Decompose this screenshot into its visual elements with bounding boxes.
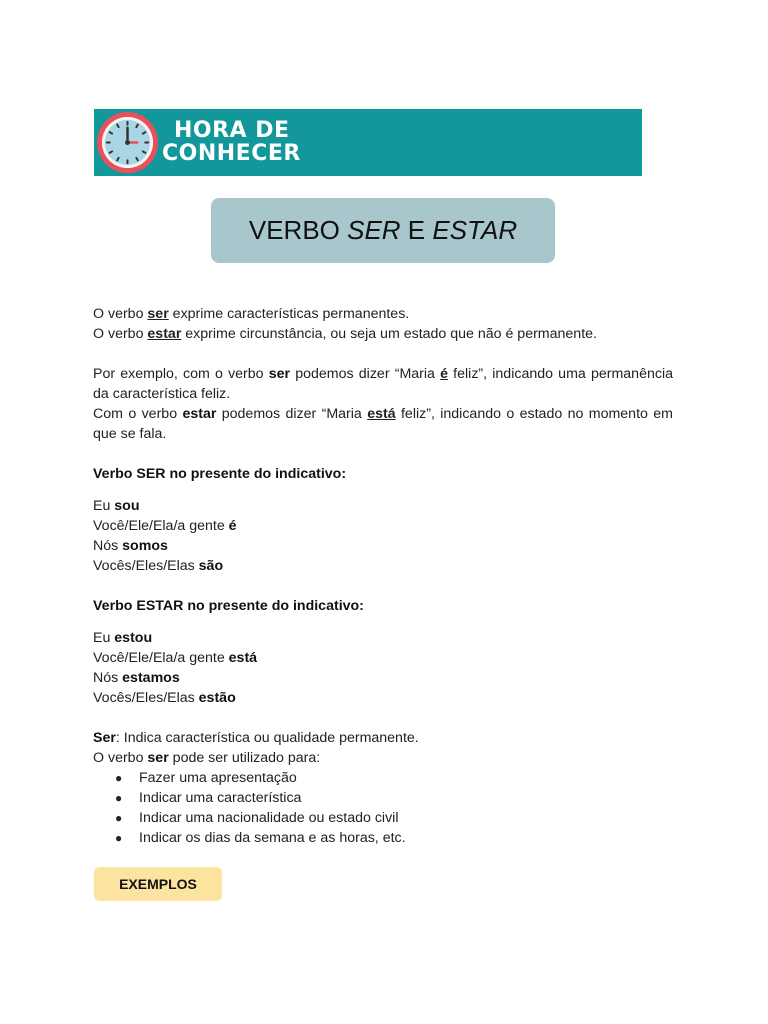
pronoun: Eu: [93, 630, 115, 646]
verb-form: são: [198, 558, 224, 574]
text: Por exemplo, com o verbo: [93, 366, 269, 382]
verb-form: somos: [122, 538, 168, 554]
verb-ser: ser: [147, 750, 169, 766]
list-item: [93, 808, 673, 828]
main-content: [93, 304, 673, 848]
text: O verbo: [93, 750, 148, 766]
text: Com o verbo: [93, 406, 183, 422]
pronoun: Você/Ele/Ela/a gente: [93, 650, 229, 666]
intro-ser-line: [93, 304, 673, 324]
bullet-icon: ●: [115, 771, 123, 785]
hora-de-conhecer-banner: [94, 109, 642, 176]
ser-row: [93, 556, 673, 576]
banner-title-line1: HORA DE: [174, 118, 290, 143]
intro-estar-line: [93, 324, 673, 344]
form-esta: está: [367, 406, 396, 422]
text: feliz”, indicando o estado no momento em que se fala.: [93, 406, 673, 442]
banner-title: [162, 119, 301, 165]
pronoun: Eu: [93, 498, 115, 514]
pronoun: Nós: [93, 538, 123, 554]
pronoun: Vocês/Eles/Elas: [93, 690, 199, 706]
estar-row: [93, 688, 673, 708]
title-mid: E: [400, 215, 433, 245]
verb-ser: ser: [268, 366, 291, 382]
text: O verbo: [93, 326, 148, 342]
list-item: [93, 768, 673, 788]
estar-heading: Verbo ESTAR no presente do indicativo:: [93, 598, 364, 614]
example-ser-paragraph: [93, 364, 673, 404]
list-item: [93, 788, 673, 808]
ser-uses-list: [93, 768, 673, 848]
ser-row: [93, 516, 673, 536]
verb-ser: ser: [147, 306, 169, 322]
term: Ser: [93, 730, 116, 746]
text: O verbo: [93, 306, 148, 322]
page-title: [211, 198, 555, 263]
pronoun: Nós: [93, 670, 123, 686]
list-item: [93, 828, 673, 848]
ser-heading: Verbo SER no presente do indicativo:: [93, 466, 347, 482]
clock-icon: [96, 111, 159, 174]
text: podemos dizer “Maria: [290, 366, 441, 382]
title-estar: ESTAR: [432, 215, 518, 245]
pronoun: Você/Ele/Ela/a gente: [93, 518, 229, 534]
bullet-icon: ●: [115, 791, 123, 805]
ser-uses-intro: [93, 748, 673, 768]
text: feliz”, indicando uma permanência da característica feliz.: [93, 366, 673, 402]
list-item-text: Indicar os dias da semana e as horas, etc.: [139, 830, 406, 846]
text: : Indica característica ou qualidade permanente.: [115, 730, 419, 746]
verb-form: estou: [114, 630, 153, 646]
verb-form: é: [228, 518, 237, 534]
ser-row: [93, 536, 673, 556]
text: exprime circunstância, ou seja um estado que não é permanente.: [181, 326, 597, 342]
title-ser: SER: [347, 215, 401, 245]
estar-row: [93, 648, 673, 668]
verb-estar: estar: [182, 406, 217, 422]
bullet-icon: ●: [115, 811, 123, 825]
estar-conjugation: [93, 628, 673, 708]
text: exprime características permanentes.: [168, 306, 410, 322]
list-item-text: Indicar uma característica: [139, 790, 302, 806]
bullet-icon: ●: [115, 831, 123, 845]
list-item-text: Fazer uma apresentação: [139, 770, 297, 786]
verb-estar: estar: [147, 326, 182, 342]
text: pode ser utilizado para:: [168, 750, 321, 766]
estar-row: [93, 668, 673, 688]
verb-form: estamos: [122, 670, 180, 686]
estar-row: [93, 628, 673, 648]
example-estar-paragraph: [93, 404, 673, 444]
banner-title-line2: CONHECER: [162, 141, 301, 166]
pronoun: Vocês/Eles/Elas: [93, 558, 199, 574]
ser-conjugation: [93, 496, 673, 576]
text: podemos dizer “Maria: [216, 406, 368, 422]
ser-definition: [93, 728, 673, 748]
verb-form: está: [228, 650, 258, 666]
examples-label: EXEMPLOS: [94, 867, 222, 901]
title-pre: VERBO: [248, 215, 348, 245]
ser-row: [93, 496, 673, 516]
verb-form: estão: [198, 690, 236, 706]
list-item-text: Indicar uma nacionalidade ou estado civil: [139, 810, 399, 826]
verb-form: sou: [114, 498, 140, 514]
form-e: é: [440, 366, 448, 382]
